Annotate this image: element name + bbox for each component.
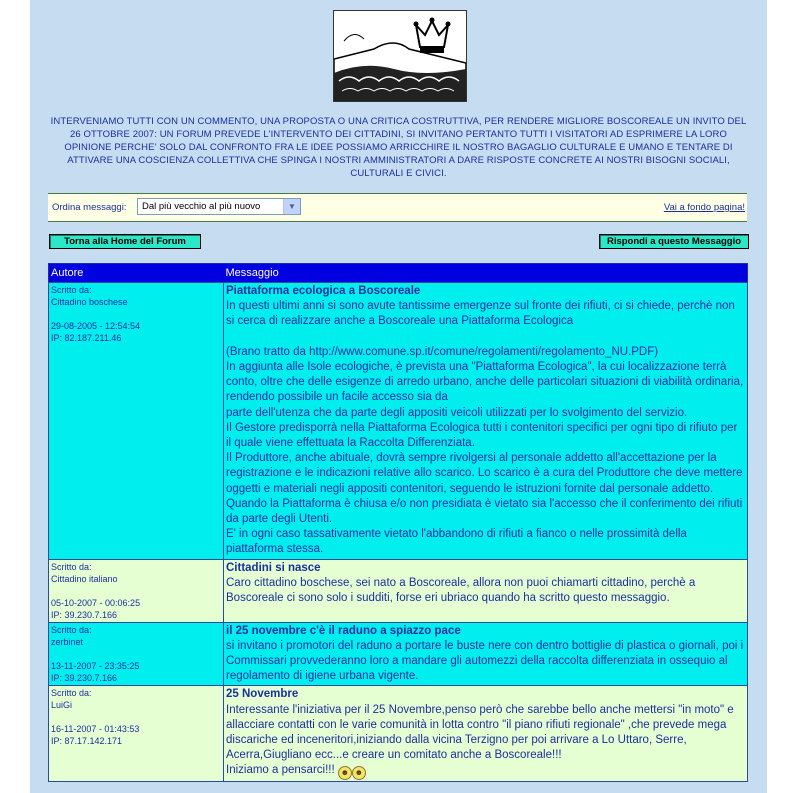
message-body: Caro cittadino boschese, sei nato a Boscoreale, allora non puoi chiamarti cittadino, perchè a Boscoreale ci sono solo i sudditi, forse eri ubriaco quando ha scritto questo messaggio. xyxy=(226,576,696,605)
author-cell xyxy=(49,283,224,560)
written-by-label: Scritto da: xyxy=(51,624,92,635)
message-row xyxy=(49,622,748,686)
messages-table xyxy=(48,263,748,782)
post-ip: IP: 39.230.7.166 xyxy=(51,609,118,620)
sort-bar xyxy=(48,193,747,222)
post-date: 16-11-2007 - 01:43:53 xyxy=(51,724,140,735)
written-by-label: Scritto da: xyxy=(51,285,92,295)
post-ip: IP: 87.17.142.171 xyxy=(51,736,123,747)
sort-order-select[interactable] xyxy=(137,198,301,215)
smiley-icon: ☻ xyxy=(338,766,352,780)
author-name: Cittadino boschese xyxy=(51,297,128,307)
message-body: In questi ultimi anni si sono avute tantissime emergenze sul fronte dei rifiuti, ci si chiede, perchè non si cerca di realizzare anche a Boscoreale una Piattaforma Ecologica (Brano tratto da http://www.comune.sp.it/comune/regolamenti/regolamento_NU.PDF) In aggiunta alle Isole ecologiche, è prevista una "Piattaforma Ecologica", la cui localizzazione terrà conto, oltre che delle esigenze di arredo urbano, anche delle particolari situazioni di viabilità ordinaria, rendendo possibile un facile accesso sia da parte dell'utenza che da parte degli appositi veicoli utilizzati per lo svolgimento del servizio. Il Gestore predisporrà nella Piattaforma Ecologica tutti i contenitori specifici per ogni tipo di rifiuto per il quale viene effettuata la Raccolta Differenziata. Il Produttore, anche abituale, dovrà sempre rivolgersi al personale addetto all'accettazione per la registrazione e le indicazioni relative allo scarico. Lo scarico è a cura del Produttore che deve mettere oggetti e materiali negli appositi contenitori, seguendo le istruzioni fornite dal personale addetto. Quando la Piattaforma è chiusa e/o non presidiata è vietato sia l'accesso che il conferimento dei rifiuti da parte degli Utenti. E' in ogni caso tassativamente vietato l'abbandono di rifiuti a fianco o nelle prossimità della piattaforma stessa. xyxy=(226,300,744,556)
message-body xyxy=(226,703,745,781)
message-row xyxy=(49,559,748,622)
message-column-header: Messaggio xyxy=(224,264,748,283)
table-header-row xyxy=(49,264,748,283)
site-logo xyxy=(333,10,467,102)
author-cell xyxy=(49,559,224,622)
message-title: 25 Novembre xyxy=(226,688,299,701)
back-to-forum-home-button[interactable]: Torna alla Home del Forum xyxy=(49,234,201,249)
author-name: LuiGi xyxy=(51,700,73,711)
message-cell xyxy=(224,686,748,782)
message-cell xyxy=(224,283,748,560)
written-by-label: Scritto da: xyxy=(51,561,92,572)
author-name: Cittadino italiano xyxy=(51,573,118,584)
message-title: Piattaforma ecologica a Boscoreale xyxy=(226,285,421,297)
post-ip: IP: 82.187.211.46 xyxy=(51,333,122,343)
message-cell xyxy=(224,559,748,622)
message-title: Cittadini si nasce xyxy=(226,561,321,574)
post-date: 13-11-2007 - 23:35:25 xyxy=(51,660,140,671)
post-date: 05-10-2007 - 00:06:25 xyxy=(51,597,141,608)
message-row xyxy=(49,686,748,782)
message-row xyxy=(49,283,748,560)
post-ip: IP: 39.230.7.166 xyxy=(51,672,118,683)
message-cell xyxy=(224,622,748,686)
author-cell xyxy=(49,622,224,686)
post-date: 29-08-2005 - 12:54:54 xyxy=(51,321,141,331)
sort-label: Ordina messaggi: xyxy=(52,202,127,213)
message-body-text: Interessante l'iniziativa per il 25 Novembre,penso però che sarebbe bello anche mettersi "in moto" e allacciare contatti con le varie comunità in lotta contro "il piano rifiuti regionale" ,che prevede mega discariche ed inceneritori,iniziando dalla vicina Terzigno per poi arrivare a Lo Uttaro, Serre, Acerra,Giugliano ecc...e creare un comitato anche a Boscoreale!!! Iniziamo a pensarci!!! xyxy=(226,703,734,777)
author-name: zerbinet xyxy=(51,636,84,647)
message-title: il 25 novembre c'è il raduno a spiazzo pace xyxy=(226,624,461,637)
chevron-down-icon[interactable]: ▼ xyxy=(283,199,300,214)
sort-selected-value: Dal più vecchio al più nuovo xyxy=(142,201,261,212)
author-cell xyxy=(49,686,224,782)
written-by-label: Scritto da: xyxy=(51,688,92,699)
message-body: si invitano i promotori del raduno a portare le buste nere con dentro bottiglie di plastica o giornali, poi i Commissari provvederanno loro a mandare gli automezzi della raccolta differenziata in ossequio al regolamento di igiene urbana vigente. xyxy=(226,639,744,683)
author-column-header: Autore xyxy=(49,264,224,283)
smiley-icon: ☻ xyxy=(352,766,366,780)
go-to-bottom-link[interactable]: Vai a fondo pagina! xyxy=(663,202,745,213)
volcano-crown-logo-image xyxy=(334,11,466,101)
intro-text: INTERVENIAMO TUTTI CON UN COMMENTO, UNA PROPOSTA O UNA CRITICA COSTRUTTIVA, PER RENDERE MIGLIORE BOSCOREALE UN INVITO DEL 26 OTTOBRE 2007: UN FORUM PREVEDE L'INTERVENTO DEI CITTADINI, SI INVITANO PERTANTO TUTTI I VISITATORI AD ESPRIMERE LA LORO OPINIONE PERCHE' SOLO DAL CONFRONTO FRA LE IDEE POSSIAMO ARRICCHIRE IL NOSTRO BAGAGLIO CULTURALE E UMANO E TENTARE DI ATTIVARE UNA COSCIENZA COLLETTIVA CHE SPINGA I NOSTRI AMMINISTRATORI A DARE RISPOSTE CONCRETE AI NOSTRI BISOGNI SOCIALI, CULTURALI E CIVICI. xyxy=(50,116,747,179)
forum-page xyxy=(30,0,767,793)
reply-message-button[interactable]: Rispondi a questo Messaggio xyxy=(599,234,749,249)
